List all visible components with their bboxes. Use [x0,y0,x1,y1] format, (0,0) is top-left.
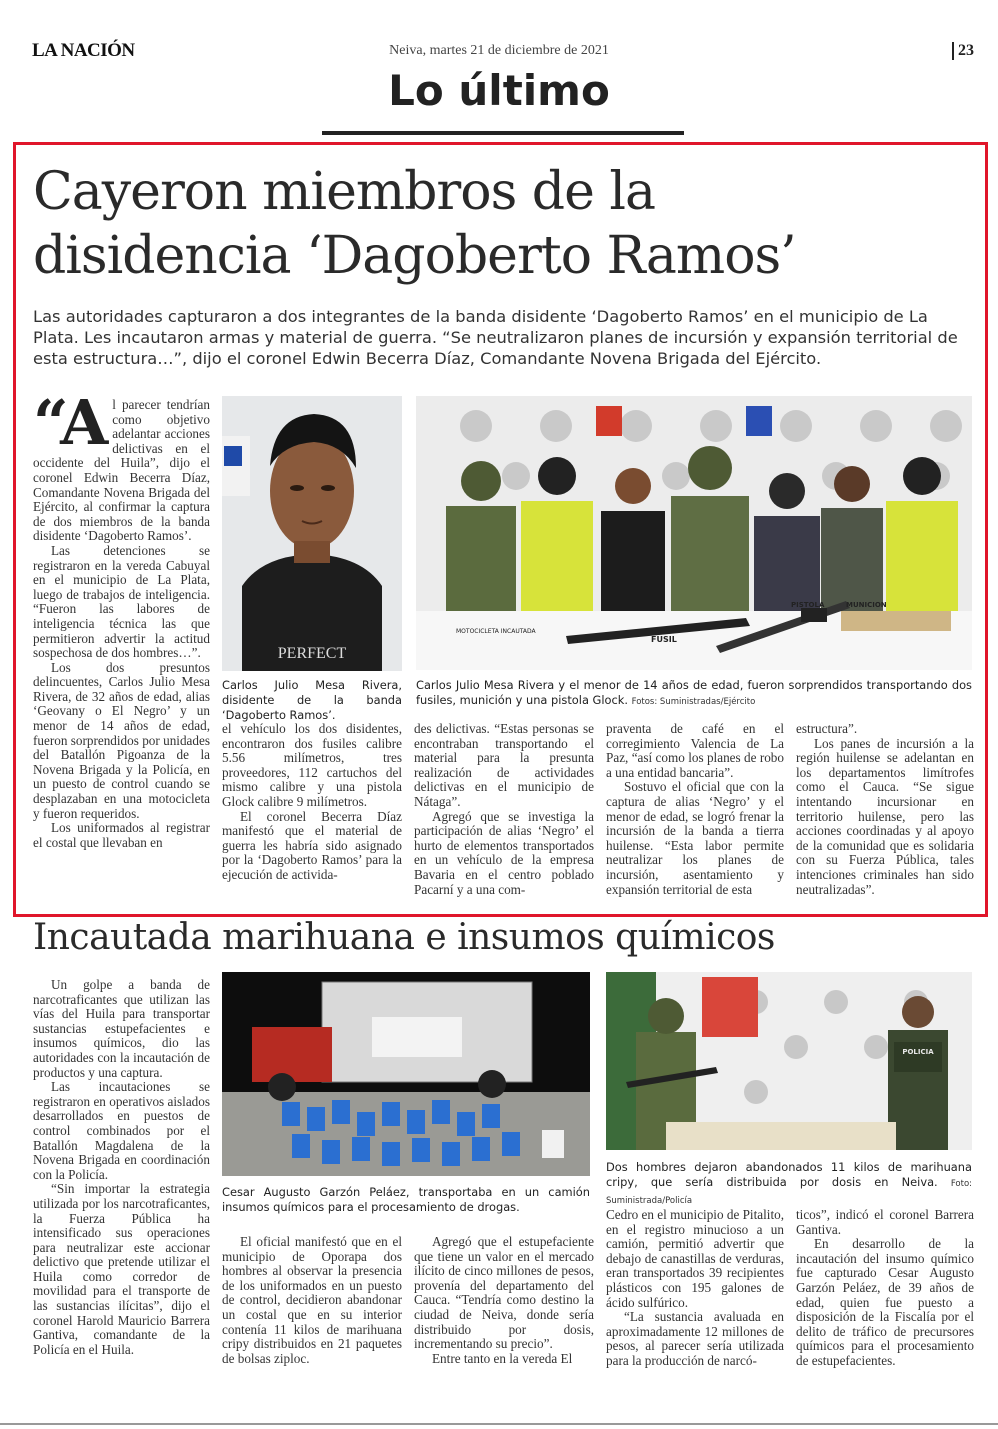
article1-col3-paragraph: des delictivas. “Estas personas se encontraban transportando el material para la presunta realización de actividades delictivas en el municipio de Nátaga”. [414,722,594,809]
article1-column-5 [796,722,974,902]
article1-col2-paragraph: el vehículo los dos disidentes, encontraron dos fusiles calibre 5.56 milímetros, tres proveedores, 112 cartuchos del mismo calibre y una pistola Glock calibre 9 milímetros. [222,722,402,809]
article2-column-2 [222,1235,402,1380]
suspect-portrait-photo [222,396,402,671]
article1-col4-paragraph: praventa de café en el corregimiento Valencia de La Paz, “así como los planes de robo a una entidad bancaria”. [606,722,784,780]
article1-col1-paragraph: Los uniformados al registrar el costal que llevaban en [33,820,210,850]
marijuana-seizure-image [606,972,972,1150]
chemicals-truck-image [222,972,590,1176]
drop-cap: “A [33,398,109,459]
captured-members-photo [416,396,972,670]
newspaper-masthead: LA NACIÓN [32,40,135,61]
article2-col1-paragraph: Las incautaciones se registraron en operativos aislados desarrollados en puestos de control combinados por el Batallón Magdalena de la Novena Brigada en coordinación con la Policía. [33,1079,210,1182]
police-vest-text: POLICIA [902,1048,934,1056]
article1-headline-line2: disidencia ‘Dagoberto Ramos’ [33,226,796,286]
section-rule [322,131,684,135]
dateline: Neiva, martes 21 de diciembre de 2021 [389,43,609,58]
article2-column-3 [414,1235,594,1380]
article2-col4-paragraph: “La sustancia avaluada en aproximadamente 12 millones de pesos, al parecer sería utilizada para la producción de narcó- [606,1309,784,1368]
article2-col5-paragraph: ticos”, indicó el coronel Barrera Gantiva. [796,1208,974,1237]
article1-column-2 [222,722,402,902]
article1-col1-paragraph: Los dos presuntos delincuentes, Carlos Julio Mesa Rivera, de 32 años de edad, alias ‘Geovany o El Negro’ y un menor de 14 años de edad, fueron sorprendidos por unidades del Batallón Pigoanza de la Novena Brigada y la Policía, en un puesto de control cuando se desplazaban en una motocicleta y fueron requeridos. [33,659,210,821]
article2-col5-paragraph: En desarrollo de la incautación del insumo químico fue capturado Cesar Augusto Garzón Peláez, de 39 años de edad, quien fue puesto a disposición de la Fiscalía por el delito de tráfico de precursores químicos para el procesamiento de estupefacientes. [796,1236,974,1368]
photo-label-pistola: PISTOLA [791,601,825,609]
article1-column-1 [33,398,210,901]
photo-label-motocicleta: MOTOCICLETA INCAUTADA [456,628,536,635]
article1-lede: Las autoridades capturaron a dos integrantes de la banda disidente ‘Dagoberto Ramos’ en el municipio de La Plata. Les incautaron armas y material de guerra. “Se neutralizaron planes de incursión y expansión territorial de esta estructura…”, dijo el coronel Edwin Becerra Díaz, Comandante Novena Brigada del Ejército. [33,307,958,368]
photo4-caption [606,1160,972,1209]
section-title: Lo último [388,66,610,115]
article2-column-4 [606,1208,784,1383]
photo2-caption [416,678,972,710]
article2-column-5 [796,1208,974,1383]
article2-col3-paragraph: Agregó que el estupefaciente que tiene un valor en el mercado ilícito de cinco millones de pesos, provenía del departamento del Cauca. “Tendría como destino la ciudad de Neiva, donde sería distribuido por dosis, incrementando su precio”. [414,1235,594,1352]
article2-col4-paragraph: Cedro en el municipio de Pitalito, en el registro minucioso a un camión, permitió advertir que debajo de canastillas de verduras, eran transportados 39 recipientes plásticos con 195 galones de ácido sulfúrico. [606,1208,784,1310]
article1-headline [33,160,973,288]
article2-col1-paragraph: Un golpe a banda de narcotraficantes que utilizan las vías del Huila para transportar sustancias estupefacientes e insumos químicos, dio las autoridades con la incautación de productos y una captura. [33,978,210,1080]
article2-col2-paragraph: El oficial manifestó que en el municipio de Oporapa dos hombres al observar la presencia de los uniformados en un puesto de control, decidieron abandonar un costal que en su interior contenía 11 kilos de marihuana cripy distribuidos en 21 paquetes de bolsas ziploc. [222,1235,402,1366]
captured-members-image [416,396,972,670]
article2-col3-paragraph: Entre tanto en la vereda El [432,1350,573,1366]
photo-label-fusil: FUSIL [651,635,677,644]
photo3-caption: Cesar Augusto Garzón Peláez, transportaba en un camión insumos químicos para el procesamiento de drogas. [222,1185,590,1214]
article2-col1-paragraph: “Sin importar la estrategia utilizada por los narcotraficantes, la Fuerza Pública ha intensificado sus operaciones para neutralizar este accionar delictivo que pretende utilizar el Huila como corredor de movilidad para el transporte de las sustancias ilícitas”, dijo el coronel Harold Mauricio Barrera Gantiva, comandante de la Policía en el Huila. [33,1181,210,1357]
article1-col1-paragraph: l parecer tendrían como objetivo adelantar acciones delictivas en el occidente del Huila”, dijo el coronel Edwin Becerra Díaz, Comandante Novena Brigada del Ejército, al confirmar la captura de dos miembros de la banda disidente ‘Dagoberto Ramos’. [33,398,210,544]
marijuana-seizure-photo [606,972,972,1150]
chemicals-truck-photo [222,972,590,1176]
article1-col4-paragraph: Sostuvo el oficial que con la captura de alias ‘Negro’ y el menor de edad, se logró frenar la incursión de la banda a tierra huilense. “Esta labor permite neutralizar los planes de incursión, asentamiento y expansión territorial de esta [606,779,784,897]
article1-col5-paragraph: estructura”. [796,722,858,736]
article1-column-4 [606,722,784,902]
photo1-caption: Carlos Julio Mesa Rivera, disidente de la banda ‘Dagoberto Ramos’. [222,678,402,722]
article2-column-1 [33,978,210,1378]
article1-headline-line1: Cayeron miembros de la [33,162,656,222]
bottom-rule [0,1423,998,1425]
photo2-caption-text: Carlos Julio Mesa Rivera y el menor de 14 años de edad, fueron sorprendidos transportando dos fusiles, munición y una pistola Glock. [416,678,972,707]
photo2-credit: Fotos: Suministradas/Ejército [631,697,756,707]
suspect-portrait-image [222,396,402,671]
article1-col1-paragraph: Las detenciones se registraron en la vereda Cabuyal en el municipio de La Plata, luego de trabajos de inteligencia. “Fueron las labores de inteligencia técnica las que permitieron advertir la actitud sospechosa de dos hombres…”. [33,542,210,661]
photo4-credit: Foto: Suministrada/Policía [606,1179,973,1206]
photo-label-municion: MUNICION [846,601,887,609]
article2-headline: Incautada marihuana e insumos químicos [33,917,775,958]
shirt-print-text: PERFECT [277,645,347,662]
article1-column-3 [414,722,594,902]
article1-col2-paragraph: El coronel Becerra Díaz manifestó que el material de guerra les habría sido asignado por la ‘Dagoberto Ramos’ para la ejecución de activida- [222,808,402,882]
article1-col3-paragraph: Agregó que se investiga la participación de alias ‘Negro’ el hurto de elementos transportados en un vehículo de la empresa Bavaria en el centro poblado Pacarní y a una com- [414,808,594,897]
photo4-caption-text: Dos hombres dejaron abandonados 11 kilos de marihuana cripy, que sería distribuida por dosis en Neiva. [606,1160,972,1189]
page-number: 23 [952,42,974,60]
article1-col5-paragraph: Los panes de incursión a la región huilense se adelantan en los departamentos limítrofes como el Cauca. “Se sigue intentando incursionar en territorio huilense, pero las acciones coordinadas y al apoyo de la comunidad que es solidaria con su Fuerza Pública, tales intenciones criminales han sido neutralizadas”. [796,735,974,897]
